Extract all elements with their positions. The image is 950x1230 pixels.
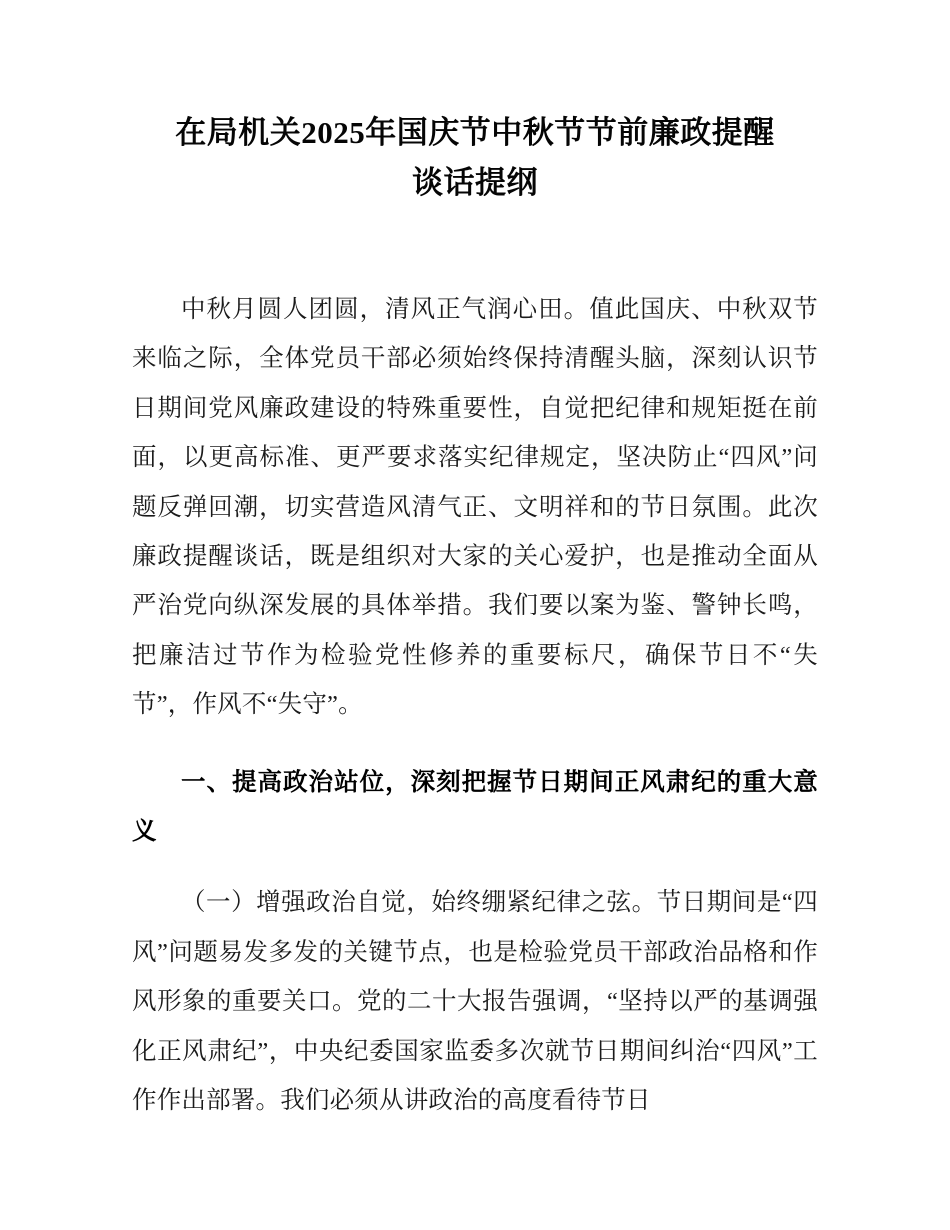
spacer-before-heading bbox=[132, 730, 818, 758]
section-heading-1: 一、提高政治站位，深刻把握节日期间正风肃纪的重大意义 bbox=[132, 768, 818, 846]
document-title bbox=[132, 108, 818, 208]
paragraph-subsection-1-1: （一）增强政治自觉，始终绷紧纪律之弦。节日期间是“四风”问题易发多发的关键节点，也是检验党员干部政治品格和作风形象的重要关口。党的二十大报告强调，“坚持以严的基调强化正风肃纪”，中央纪委国家监委多次就节日期间纠治“四风”工作作出部署。我们必须从讲政治的高度看待节日 bbox=[132, 889, 818, 1115]
document-body bbox=[132, 285, 818, 1126]
document-title-line-2: 谈话提纲 bbox=[412, 165, 538, 200]
spacer-after-heading bbox=[132, 856, 818, 878]
paragraph-opening: 中秋月圆人团圆，清风正气润心田。值此国庆、中秋双节来临之际，全体党员干部必须始终保持清醒头脑，深刻认识节日期间党风廉政建设的特殊重要性，自觉把纪律和规矩挺在前面，以更高标准、更严要求落实纪律规定，坚决防止“四风”问题反弹回潮，切实营造风清气正、文明祥和的节日氛围。此次廉政提醒谈话，既是组织对大家的关心爱护，也是推动全面从严治党向纵深发展的具体举措。我们要以案为鉴、警钟长鸣，把廉洁过节作为检验党性修养的重要标尺，确保节日不“失节”，作风不“失守”。 bbox=[132, 296, 818, 719]
document-title-line-1: 在局机关2025年国庆节中秋节节前廉政提醒 bbox=[175, 115, 775, 150]
